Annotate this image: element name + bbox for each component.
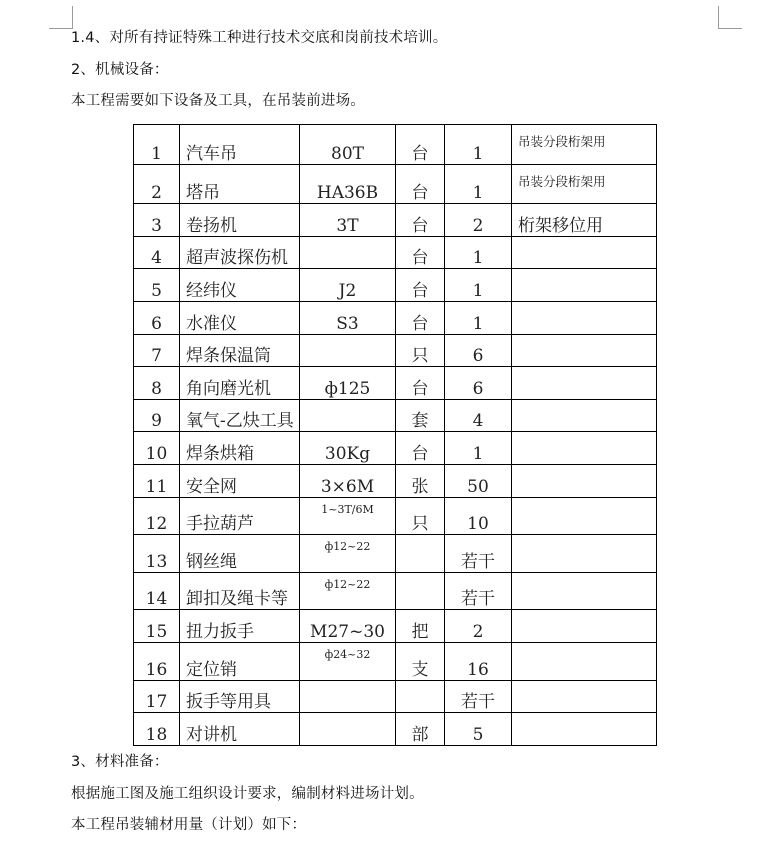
equipment-table-body	[134, 125, 657, 746]
table-row	[134, 680, 657, 713]
equipment-spec: M27~30	[300, 610, 396, 643]
paragraph-equipment-intro: 本工程需要如下设备及工具，在吊装前进场。	[71, 93, 365, 109]
equipment-quantity: 16	[445, 642, 512, 680]
equipment-spec	[300, 399, 396, 432]
equipment-unit	[396, 535, 445, 573]
heading-machinery-equipment: 2、机械设备：	[71, 62, 169, 78]
equipment-unit: 支	[396, 642, 445, 680]
row-number: 1	[134, 125, 180, 165]
equipment-name: 扳手等用具	[180, 680, 300, 713]
equipment-note	[512, 610, 657, 643]
row-number: 13	[134, 535, 180, 573]
equipment-unit: 把	[396, 610, 445, 643]
equipment-quantity: 4	[445, 399, 512, 432]
equipment-note	[512, 680, 657, 713]
equipment-unit: 台	[396, 236, 445, 269]
equipment-table	[133, 124, 657, 746]
row-number: 8	[134, 367, 180, 400]
row-number: 12	[134, 497, 180, 535]
table-row	[134, 367, 657, 400]
row-number: 16	[134, 642, 180, 680]
table-row	[134, 642, 657, 680]
equipment-name: 钢丝绳	[180, 535, 300, 573]
equipment-note	[512, 334, 657, 367]
equipment-name: 经纬仪	[180, 269, 300, 302]
table-row	[134, 464, 657, 497]
row-number: 11	[134, 464, 180, 497]
crop-mark-top-left-horizontal	[49, 28, 73, 29]
equipment-quantity: 1	[445, 236, 512, 269]
equipment-spec: ф24~32	[300, 642, 396, 680]
row-number: 14	[134, 572, 180, 610]
equipment-name: 焊条烘箱	[180, 432, 300, 465]
table-row	[134, 572, 657, 610]
equipment-name: 汽车吊	[180, 125, 300, 165]
table-row	[134, 497, 657, 535]
equipment-spec	[300, 334, 396, 367]
equipment-spec: ф125	[300, 367, 396, 400]
equipment-note	[512, 367, 657, 400]
equipment-unit	[396, 680, 445, 713]
equipment-unit: 只	[396, 497, 445, 535]
equipment-spec	[300, 680, 396, 713]
table-row	[134, 125, 657, 165]
equipment-spec: S3	[300, 301, 396, 334]
equipment-note	[512, 399, 657, 432]
equipment-name: 角向磨光机	[180, 367, 300, 400]
table-row	[134, 204, 657, 237]
equipment-spec: ф12~22	[300, 535, 396, 573]
equipment-quantity: 若干	[445, 680, 512, 713]
equipment-name: 手拉葫芦	[180, 497, 300, 535]
equipment-quantity: 50	[445, 464, 512, 497]
equipment-spec	[300, 236, 396, 269]
equipment-quantity: 2	[445, 610, 512, 643]
equipment-quantity: 1	[445, 301, 512, 334]
table-row	[134, 164, 657, 204]
equipment-unit: 台	[396, 269, 445, 302]
row-number: 9	[134, 399, 180, 432]
crop-mark-top-right-vertical	[718, 6, 719, 28]
equipment-note	[512, 301, 657, 334]
equipment-unit: 台	[396, 367, 445, 400]
row-number: 3	[134, 204, 180, 237]
equipment-note	[512, 236, 657, 269]
equipment-note	[512, 642, 657, 680]
equipment-spec: ф12~22	[300, 572, 396, 610]
row-number: 2	[134, 164, 180, 204]
equipment-unit: 台	[396, 125, 445, 165]
equipment-note: 吊装分段桁架用	[512, 164, 657, 204]
equipment-unit: 部	[396, 713, 445, 746]
equipment-note: 桁架移位用	[512, 204, 657, 237]
equipment-name: 塔吊	[180, 164, 300, 204]
equipment-quantity: 1	[445, 125, 512, 165]
row-number: 7	[134, 334, 180, 367]
crop-mark-top-left-vertical	[72, 6, 73, 28]
heading-material-preparation: 3、材料准备：	[71, 754, 169, 770]
table-row	[134, 301, 657, 334]
row-number: 17	[134, 680, 180, 713]
row-number: 6	[134, 301, 180, 334]
equipment-unit: 台	[396, 432, 445, 465]
equipment-quantity: 10	[445, 497, 512, 535]
equipment-unit: 台	[396, 164, 445, 204]
equipment-name: 安全网	[180, 464, 300, 497]
table-row	[134, 432, 657, 465]
equipment-unit: 台	[396, 301, 445, 334]
equipment-name: 卸扣及绳卡等	[180, 572, 300, 610]
equipment-name: 定位销	[180, 642, 300, 680]
row-number: 4	[134, 236, 180, 269]
paragraph-technical-training: 1.4、对所有持证特殊工种进行技术交底和岗前技术培训。	[71, 30, 448, 46]
equipment-quantity: 6	[445, 334, 512, 367]
paragraph-auxiliary-materials: 本工程吊装辅材用量（计划）如下：	[71, 817, 307, 833]
equipment-name: 氧气-乙炔工具	[180, 399, 300, 432]
table-row	[134, 236, 657, 269]
equipment-quantity: 1	[445, 432, 512, 465]
table-row	[134, 269, 657, 302]
paragraph-material-plan: 根据施工图及施工组织设计要求，编制材料进场计划。	[71, 786, 424, 802]
equipment-quantity: 1	[445, 269, 512, 302]
table-row	[134, 334, 657, 367]
equipment-quantity: 2	[445, 204, 512, 237]
equipment-unit: 台	[396, 204, 445, 237]
equipment-note: 吊装分段桁架用	[512, 125, 657, 165]
equipment-spec: J2	[300, 269, 396, 302]
equipment-quantity: 1	[445, 164, 512, 204]
table-row	[134, 399, 657, 432]
equipment-spec: 1~3T/6M	[300, 497, 396, 535]
equipment-spec: HA36B	[300, 164, 396, 204]
equipment-note	[512, 464, 657, 497]
equipment-name: 对讲机	[180, 713, 300, 746]
row-number: 18	[134, 713, 180, 746]
equipment-quantity: 6	[445, 367, 512, 400]
table-row	[134, 610, 657, 643]
equipment-name: 焊条保温筒	[180, 334, 300, 367]
equipment-name: 水准仪	[180, 301, 300, 334]
equipment-note	[512, 535, 657, 573]
equipment-quantity: 5	[445, 713, 512, 746]
equipment-note	[512, 713, 657, 746]
equipment-name: 超声波探伤机	[180, 236, 300, 269]
table-row	[134, 535, 657, 573]
crop-mark-top-right-horizontal	[718, 28, 742, 29]
equipment-unit: 张	[396, 464, 445, 497]
equipment-unit: 只	[396, 334, 445, 367]
equipment-note	[512, 269, 657, 302]
equipment-spec: 80T	[300, 125, 396, 165]
row-number: 10	[134, 432, 180, 465]
row-number: 5	[134, 269, 180, 302]
equipment-name: 卷扬机	[180, 204, 300, 237]
equipment-spec	[300, 713, 396, 746]
equipment-unit	[396, 572, 445, 610]
equipment-spec: 3×6M	[300, 464, 396, 497]
equipment-spec: 30Kg	[300, 432, 396, 465]
equipment-quantity: 若干	[445, 572, 512, 610]
equipment-name: 扭力扳手	[180, 610, 300, 643]
equipment-note	[512, 497, 657, 535]
equipment-quantity: 若干	[445, 535, 512, 573]
equipment-note	[512, 572, 657, 610]
row-number: 15	[134, 610, 180, 643]
equipment-note	[512, 432, 657, 465]
equipment-spec: 3T	[300, 204, 396, 237]
equipment-unit: 套	[396, 399, 445, 432]
table-row	[134, 713, 657, 746]
